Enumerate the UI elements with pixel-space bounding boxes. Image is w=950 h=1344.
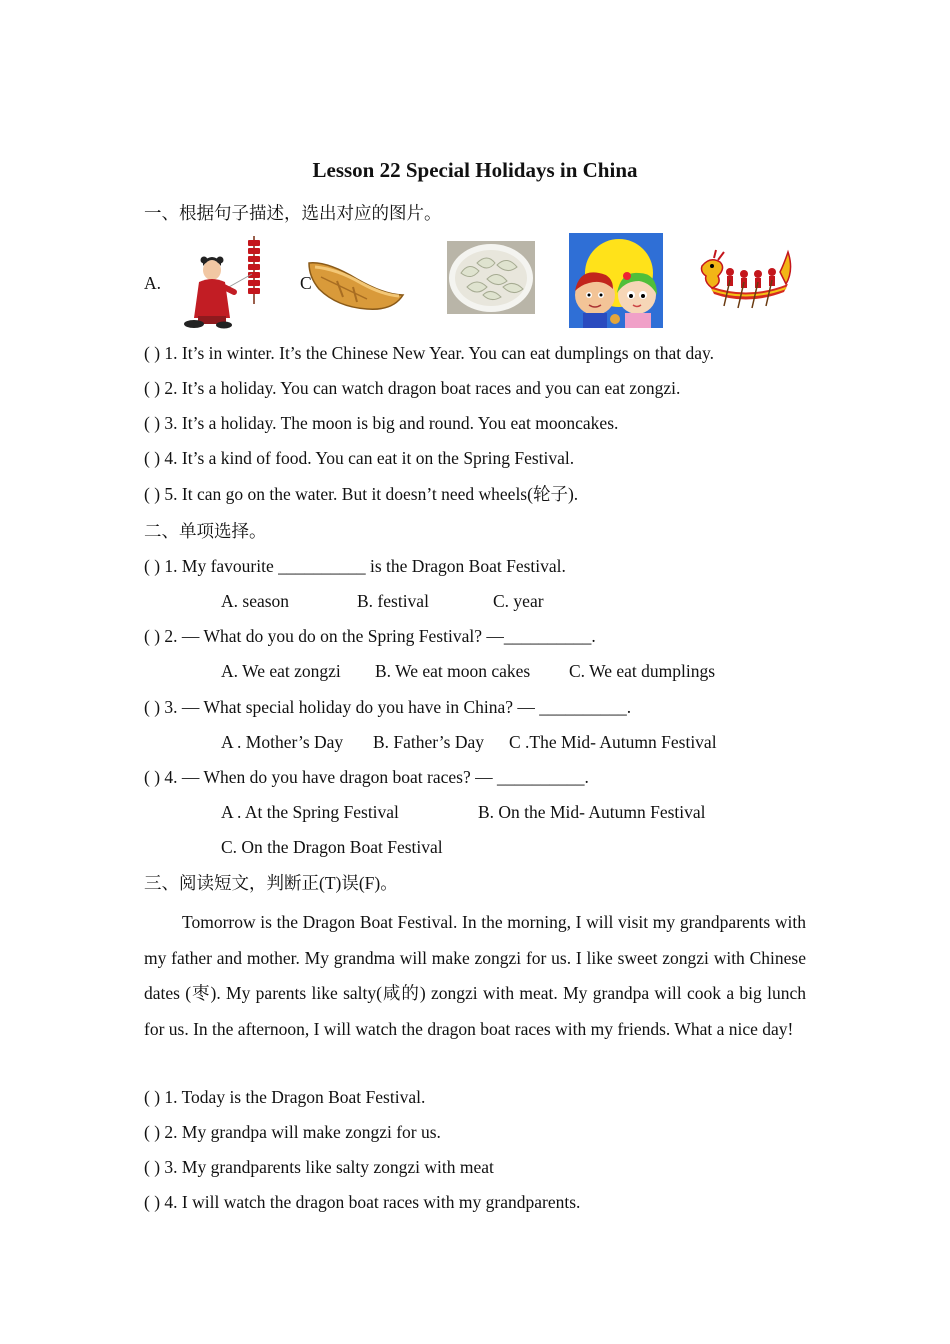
plate-of-dumplings-picture [447,241,535,314]
moon-festival-cartoon-picture [569,233,663,328]
q2-option-b: B. We eat moon cakes [375,661,531,681]
section1-item-1: ( ) 1. It’s in winter. It’s the Chinese New Year. You can eat dumplings on that day. [144,343,714,363]
section1-item-3: ( ) 3. It’s a holiday. The moon is big and round. You eat mooncakes. [144,413,619,433]
q4-option-c: C. On the Dragon Boat Festival [221,837,443,857]
section2-heading: 二、单项选择。 [144,521,267,541]
picture-label-c: C [300,273,312,293]
page-title: Lesson 22 Special Holidays in China [312,158,638,182]
q3-option-c: C .The Mid- Autumn Festival [509,732,717,752]
section3-item-3: ( ) 3. My grandparents like salty zongzi with meat [144,1157,494,1177]
section1-item-2: ( ) 2. It’s a holiday. You can watch dragon boat races and you can eat zongzi. [144,378,681,398]
section2-question-2: ( ) 2. — What do you do on the Spring Festival? —__________. [144,626,596,646]
section3-item-4: ( ) 4. I will watch the dragon boat races with my grandparents. [144,1192,581,1212]
section3-item-1: ( ) 1. Today is the Dragon Boat Festival. [144,1087,426,1107]
section2-question-1: ( ) 1. My favourite __________ is the Dragon Boat Festival. [144,556,566,576]
section3-item-2: ( ) 2. My grandpa will make zongzi for us. [144,1122,441,1142]
q1-option-c: C. year [493,591,544,611]
dragon-boat-picture [700,246,796,310]
q1-option-a: A. season [221,591,290,611]
section2-question-3: ( ) 3. — What special holiday do you have in China? — __________. [144,697,632,717]
q2-option-a: A. We eat zongzi [221,661,341,681]
reading-passage: Tomorrow is the Dragon Boat Festival. In the morning, I will visit my grandparents with my father and mother. My grandma will make zongzi for us. I like sweet zongzi with Chinese dates (枣). My parents like salty(咸的) zongzi with meat. My grandpa will cook a big lunch for us. In the afternoon, I will watch the dragon boat races with my friends. What a nice day! [144,912,806,1039]
section2-question-4: ( ) 4. — When do you have dragon boat races? — __________. [144,767,589,787]
q2-option-c: C. We eat dumplings [569,661,716,681]
q4-option-b: B. On the Mid- Autumn Festival [478,802,706,822]
section1-item-4: ( ) 4. It’s a kind of food. You can eat it on the Spring Festival. [144,448,575,468]
section1-heading: 一、根据句子描述，选出对应的图片。 [144,203,442,223]
picture-label-a: A. [144,273,162,293]
section3-heading: 三、阅读短文，判断正(T)误(F)。 [144,873,398,893]
q3-option-b: B. Father’s Day [373,732,484,752]
wooden-boat-picture [307,255,405,313]
section1-item-5: ( ) 5. It can go on the water. But it doesn’t need wheels(轮子). [144,484,579,504]
girl-with-firecrackers-picture [172,234,264,330]
q3-option-a: A . Mother’s Day [221,732,344,752]
q1-option-b: B. festival [357,591,429,611]
q4-option-a: A . At the Spring Festival [221,802,399,822]
